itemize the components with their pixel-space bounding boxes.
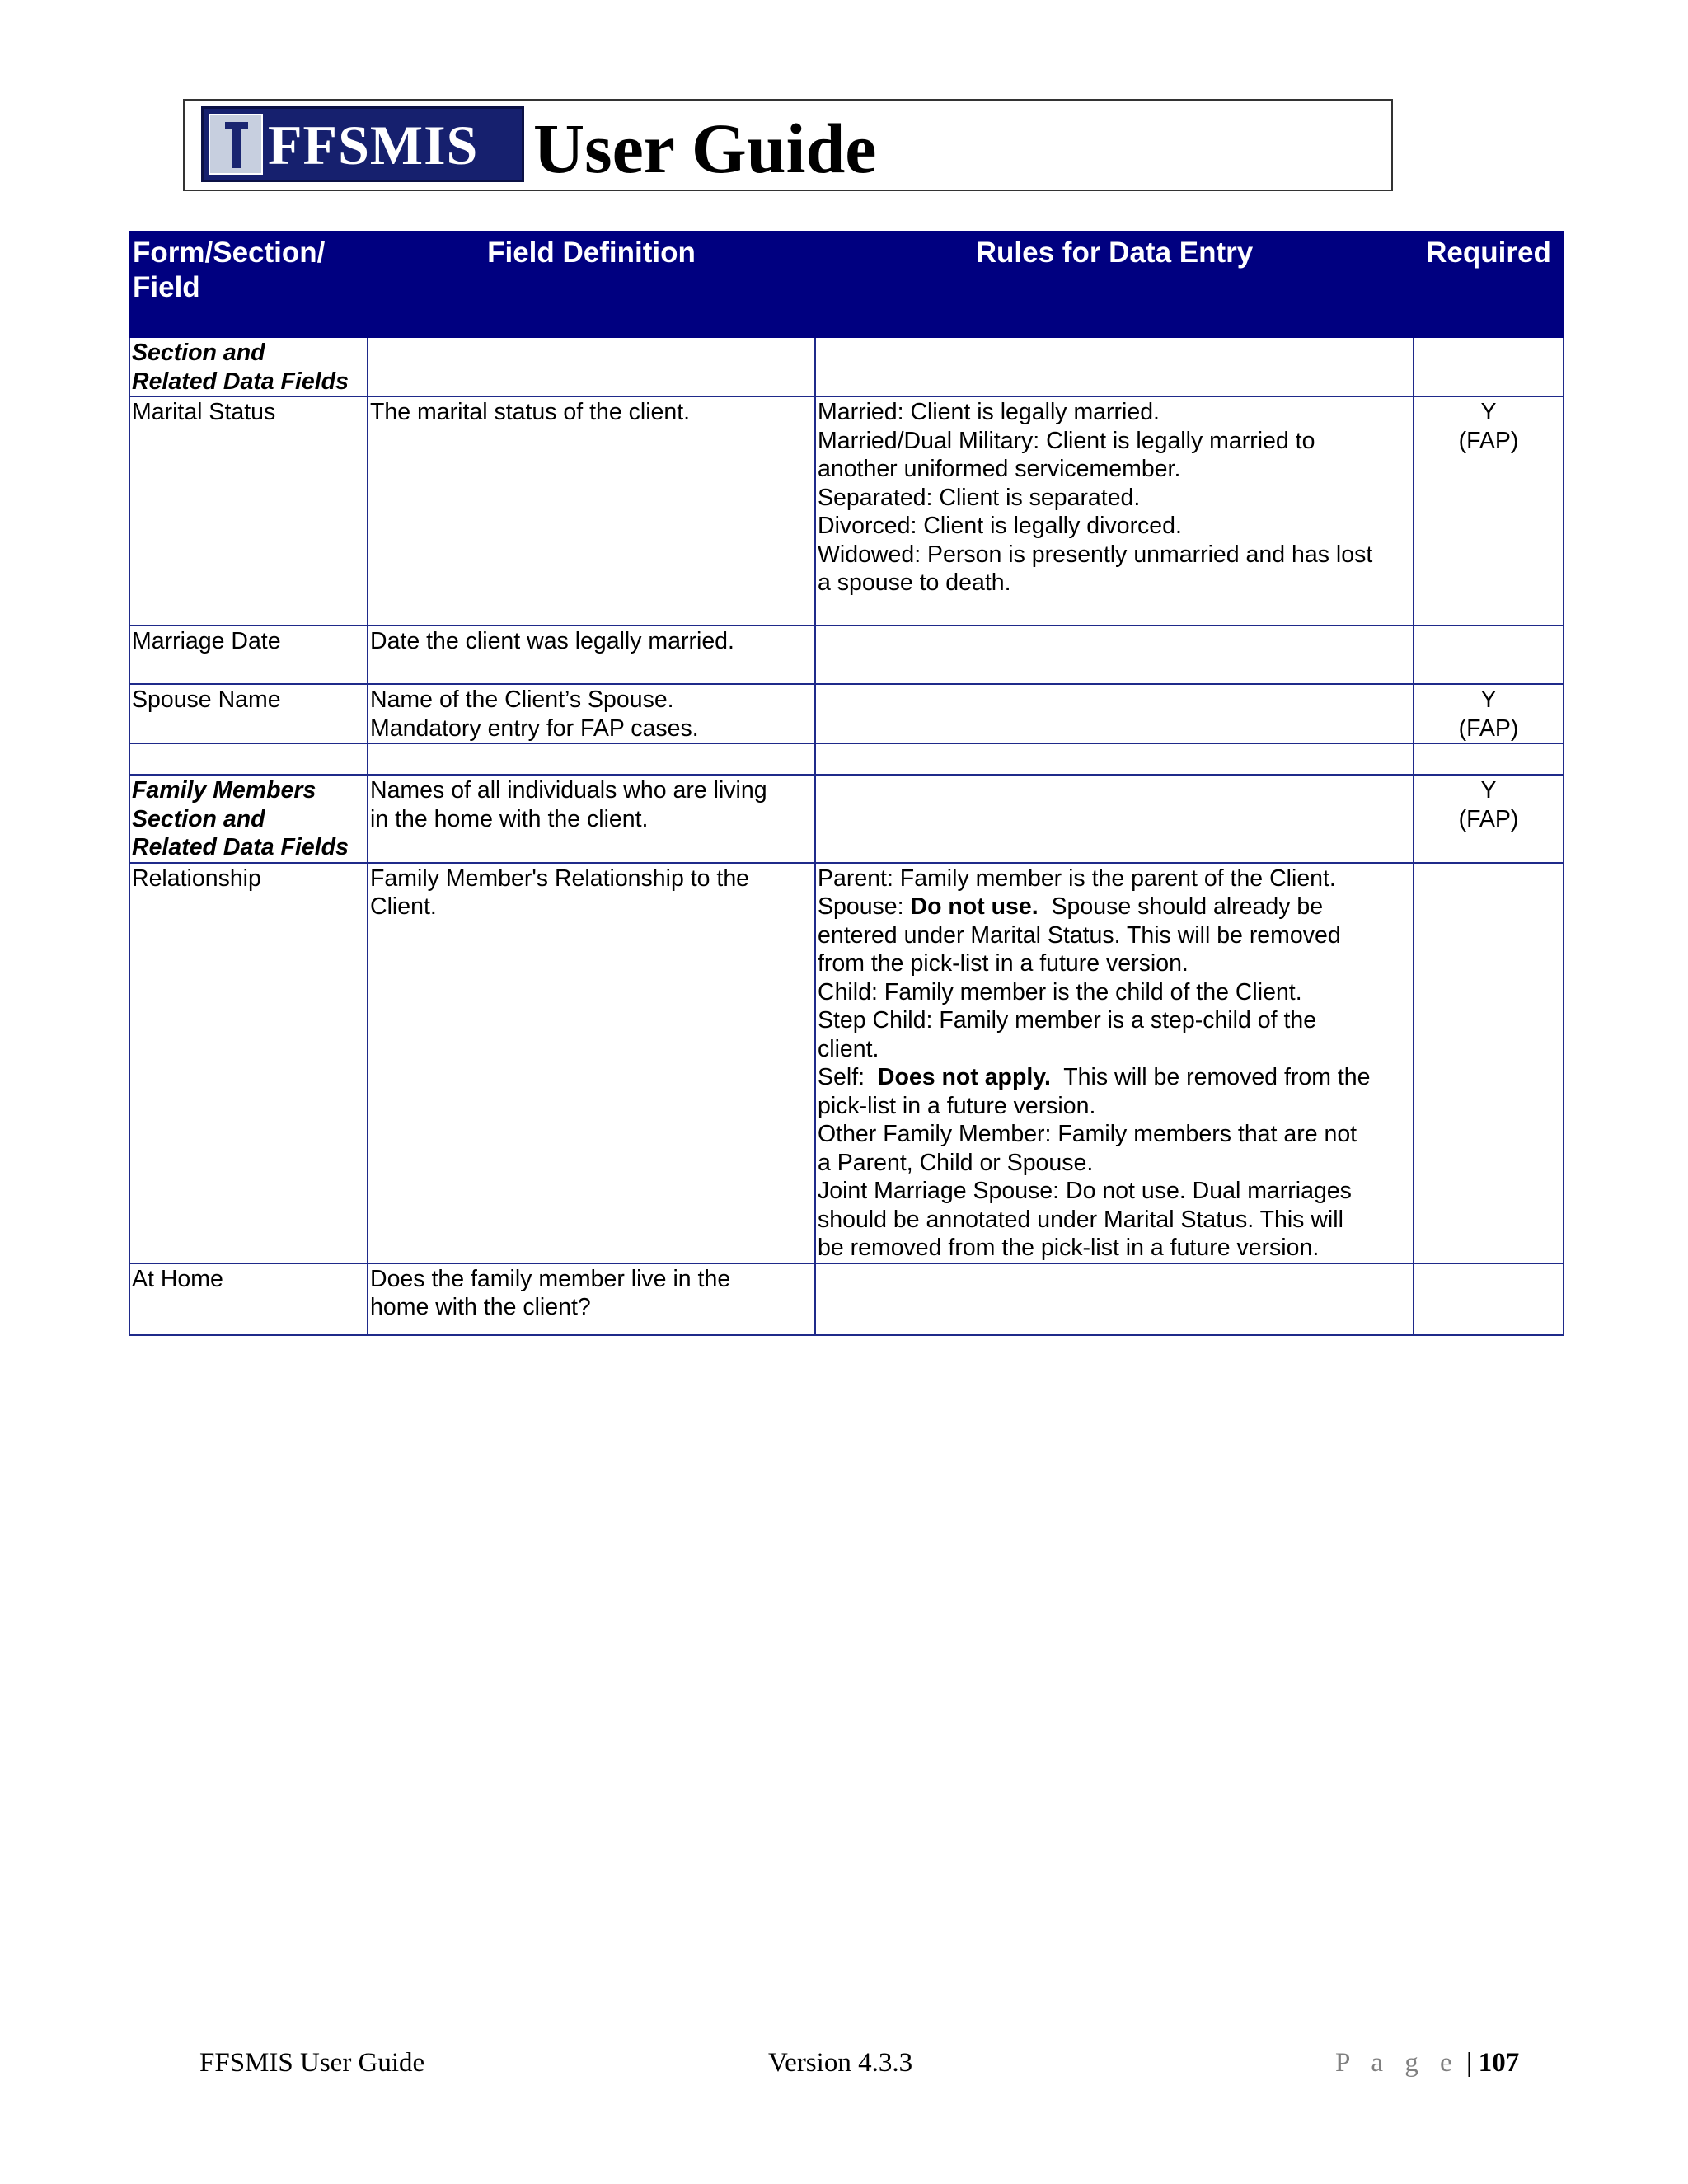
field-name: Marriage Date — [129, 626, 368, 684]
field-definition: Does the family member live in the home with the client? — [368, 1263, 815, 1335]
column-header-rules: Rules for Data Entry — [815, 232, 1414, 337]
field-definition: Family Member's Relationship to the Client. — [368, 863, 815, 1263]
field-name: At Home — [129, 1263, 368, 1335]
table-row-blank — [129, 743, 1564, 775]
required-flag: Y (FAP) — [1414, 775, 1564, 863]
field-definition: Names of all individuals who are living in the home with the client. — [368, 775, 815, 863]
field-name: Spouse Name — [129, 684, 368, 743]
page-number: 107 — [1478, 2048, 1520, 2078]
field-definition: The marital status of the client. — [368, 396, 815, 626]
table-row-marital-status — [129, 396, 1564, 626]
table-row-at-home — [129, 1263, 1564, 1335]
section-label: Family Members Section and Related Data Fields — [129, 775, 368, 863]
page-label: P a g e — [1335, 2048, 1460, 2078]
required-flag: Y (FAP) — [1414, 396, 1564, 626]
required-flag: Y (FAP) — [1414, 684, 1564, 743]
logo-text: FFSMIS — [268, 114, 479, 176]
footer-version: Version 4.3.3 — [768, 2048, 913, 2078]
section-label: Section and Related Data Fields — [129, 337, 368, 396]
table-row-relationship — [129, 863, 1564, 1263]
ffsmis-logo — [201, 106, 524, 182]
page-separator: | — [1465, 2048, 1472, 2078]
footer-document-title: FFSMIS User Guide — [199, 2048, 425, 2078]
column-header-field-definition: Field Definition — [368, 232, 815, 337]
footer-page-number — [1335, 2046, 1519, 2079]
field-definition-table — [129, 231, 1564, 1336]
field-definition: Name of the Client’s Spouse. Mandatory entry for FAP cases. — [368, 684, 815, 743]
field-rules: Parent: Family member is the parent of the Client. Spouse: Do not use. Spouse should already be entered under Marital Status. This will be removed from the pick-list in a future version. Child: Family member is the child of the Client. Step Child: Family member is a step-child of the client. Self: Does not apply. This will be removed from the pick-list in a future version. Other Family Member: Family members that are not a Parent, Child or Spouse. Joint Marriage Spouse: Do not use. Dual marriages should be annotated under Marital Status. This will be removed from the pick-list in a future version. — [815, 863, 1414, 1263]
document-header — [183, 99, 1393, 191]
column-header-required: Required — [1414, 232, 1564, 337]
lighthouse-icon — [209, 114, 263, 175]
field-rules: Married: Client is legally married. Married/Dual Military: Client is legally married to another uniformed servicemember. Separated: Client is separated. Divorced: Client is legally divorced. Widowed: Person is presently unmarried and has lost a spouse to death. — [815, 396, 1414, 626]
table-row-family-members — [129, 775, 1564, 863]
field-name: Marital Status — [129, 396, 368, 626]
table-row-section-header — [129, 337, 1564, 396]
field-definition: Date the client was legally married. — [368, 626, 815, 684]
table-header-row — [129, 232, 1564, 337]
table-row-spouse-name — [129, 684, 1564, 743]
column-header-form-section-field: Form/Section/ Field — [129, 232, 368, 337]
page-title: User Guide — [533, 109, 877, 188]
table-row-marriage-date — [129, 626, 1564, 684]
field-name: Relationship — [129, 863, 368, 1263]
